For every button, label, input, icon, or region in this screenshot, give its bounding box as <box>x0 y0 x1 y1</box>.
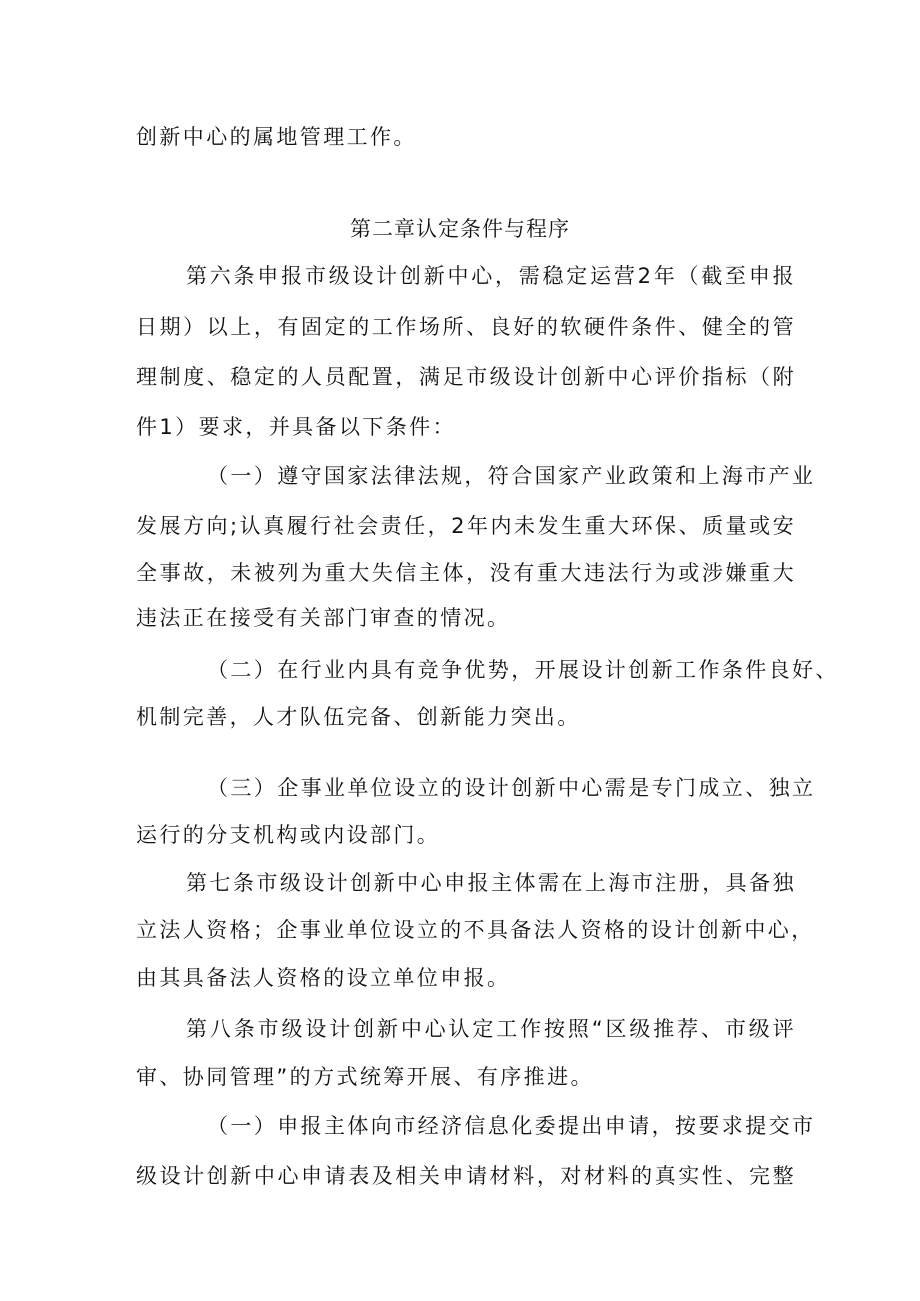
chapter-title: 第二章认定条件与程序 <box>350 217 570 241</box>
article-6-line: 理制度、稳定的人员配置，满足市级设计创新中心评价指标（附 <box>136 365 796 389</box>
article-8-line: 第八条市级设计创新中心认定工作按照“区级推荐、市级评 <box>186 1017 796 1041</box>
item-1-line: 发展方向;认真履行社会责任，2年内未发生重大环保、质量或安 <box>136 514 796 538</box>
item-2-line: 机制完善，人才队伍完备、创新能力突出。 <box>136 705 581 729</box>
article-7-line: 第七条市级设计创新中心申报主体需在上海市注册，具备独 <box>186 871 796 895</box>
item-8-1-line: 级设计创新中心申请表及相关申请材料，对材料的真实性、完整 <box>136 1164 796 1188</box>
item-2-line: （二）在行业内具有竞争优势，开展设计创新工作条件良好、 <box>207 658 839 682</box>
item-1-line: 违法正在接受有关部门审查的情况。 <box>136 606 511 630</box>
article-6-line: 日期）以上，有固定的工作场所、良好的软硬件条件、健全的管 <box>136 315 796 339</box>
item-3-line: 运行的分支机构或内设部门。 <box>136 823 441 847</box>
item-1-line: 全事故，未被列为重大失信主体，没有重大违法行为或涉嫌重大 <box>136 561 796 585</box>
item-8-1-line: （一）申报主体向市经济信息化委提出申请，按要求提交市 <box>207 1114 816 1138</box>
article-8-line: 审、协同管理”的方式统筹开展、有序推进。 <box>136 1065 594 1089</box>
article-6-line: 件1）要求，并具备以下条件： <box>136 415 456 439</box>
item-1-line: （一）遵守国家法律法规，符合国家产业政策和上海市产业 <box>207 464 816 488</box>
continuation-line: 创新中心的属地管理工作。 <box>136 125 417 149</box>
article-6-line: 第六条申报市级设计创新中心，需稳定运营2年（截至申报 <box>186 264 796 288</box>
article-7-line: 立法人资格；企事业单位设立的不具备法人资格的设计创新中心， <box>136 918 815 942</box>
item-3-line: （三）企事业单位设立的设计创新中心需是专门成立、独立 <box>207 776 816 800</box>
article-7-line: 由其具备法人资格的设立单位申报。 <box>136 966 511 990</box>
